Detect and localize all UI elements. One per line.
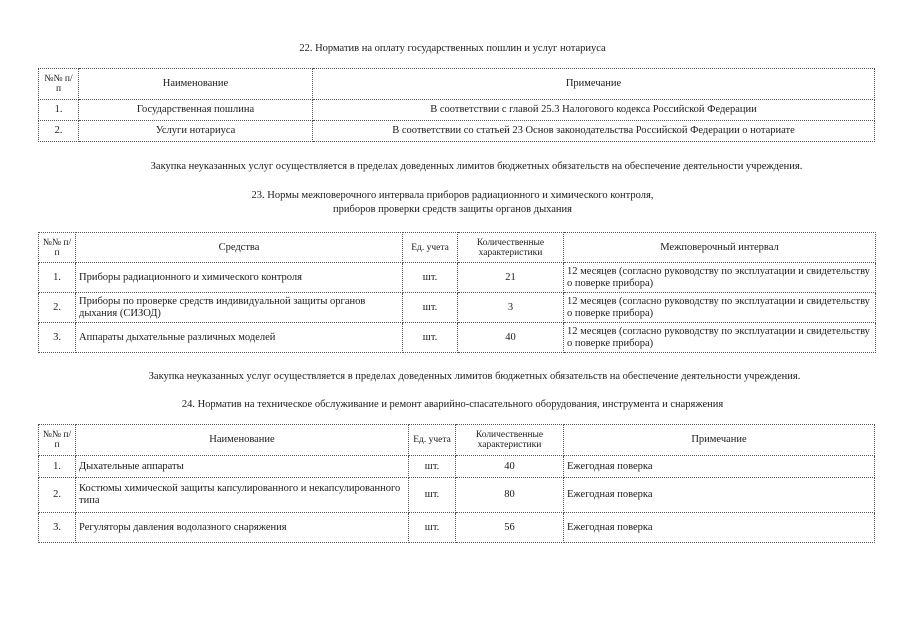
row-number: 1. <box>39 263 76 293</box>
row-note: Ежегодная поверка <box>564 513 875 543</box>
row-name: Государственная пошлина <box>79 100 313 121</box>
row-interval: 12 месяцев (согласно руководству по эксплуатации и свидетельству о поверке прибора) <box>564 323 876 353</box>
section-23-title-line1: 23. Нормы межповерочного интервала приборов радиационного и химического контроля, <box>251 190 654 201</box>
col-means-header: Средства <box>76 233 403 263</box>
row-number: 2. <box>39 293 76 323</box>
row-unit: шт. <box>403 263 458 293</box>
section-23-note: Закупка неуказанных услуг осуществляется в пределах доведенных лимитов бюджетных обязательств на обеспечение деятельности учреждения. <box>148 371 801 382</box>
table-row <box>39 121 875 142</box>
row-quantity: 21 <box>458 263 564 293</box>
table-row <box>39 513 875 543</box>
col-quantity-header: Количественные характеристики <box>458 233 564 263</box>
col-name-header: Наименование <box>79 69 313 100</box>
row-interval: 12 месяцев (согласно руководству по эксплуатации и свидетельству о поверке прибора) <box>564 263 876 293</box>
col-number-header: №№ п/п <box>39 425 76 456</box>
table-header-row <box>39 233 876 263</box>
row-quantity: 3 <box>458 293 564 323</box>
row-number: 3. <box>39 323 76 353</box>
row-name: Услуги нотариуса <box>79 121 313 142</box>
row-number: 3. <box>39 513 76 543</box>
col-number-header: №№ п/п <box>39 69 79 100</box>
row-name: Регуляторы давления водолазного снаряжения <box>76 513 409 543</box>
table-22 <box>38 68 875 142</box>
row-name: Костюмы химической защиты капсулированного и некапсулированного типа <box>76 478 409 513</box>
col-unit-header: Ед. учета <box>403 233 458 263</box>
row-means: Приборы по проверке средств индивидуальной защиты органов дыхания (СИЗОД) <box>76 293 403 323</box>
row-number: 1. <box>39 100 79 121</box>
row-quantity: 40 <box>456 456 564 478</box>
row-number: 2. <box>39 121 79 142</box>
col-note-header: Примечание <box>313 69 875 100</box>
row-unit: шт. <box>403 323 458 353</box>
section-22-note: Закупка неуказанных услуг осуществляется в пределах доведенных лимитов бюджетных обязательств на обеспечение деятельности учреждения. <box>150 161 803 172</box>
row-unit: шт. <box>403 293 458 323</box>
row-note: В соответствии с главой 25.3 Налогового кодекса Российской Федерации <box>313 100 875 121</box>
row-unit: шт. <box>409 513 456 543</box>
table-row <box>39 456 875 478</box>
row-note: В соответствии со статьей 23 Основ законодательства Российской Федерации о нотариате <box>313 121 875 142</box>
row-means: Аппараты дыхательные различных моделей <box>76 323 403 353</box>
row-interval: 12 месяцев (согласно руководству по эксплуатации и свидетельству о поверке прибора) <box>564 293 876 323</box>
row-unit: шт. <box>409 456 456 478</box>
row-name: Дыхательные аппараты <box>76 456 409 478</box>
row-number: 1. <box>39 456 76 478</box>
row-quantity: 40 <box>458 323 564 353</box>
table-row <box>39 478 875 513</box>
section-23-title-line2: приборов проверки средств защиты органов дыхания <box>333 204 572 215</box>
col-quantity-header: Количественные характеристики <box>456 425 564 456</box>
row-note: Ежегодная поверка <box>564 478 875 513</box>
table-row <box>39 263 876 293</box>
col-name-header: Наименование <box>76 425 409 456</box>
table-header-row <box>39 69 875 100</box>
table-row <box>39 293 876 323</box>
row-number: 2. <box>39 478 76 513</box>
col-interval-header: Межповерочный интервал <box>564 233 876 263</box>
col-number-header: №№ п/п <box>39 233 76 263</box>
section-24-title: 24. Норматив на техническое обслуживание и ремонт аварийно-спасательного оборудования, инструмента и снаряжения <box>181 399 724 410</box>
col-unit-header: Ед. учета <box>409 425 456 456</box>
section-22-title: 22. Норматив на оплату государственных пошлин и услуг нотариуса <box>299 43 606 54</box>
table-23 <box>38 232 876 353</box>
col-note-header: Примечание <box>564 425 875 456</box>
table-row <box>39 323 876 353</box>
row-note: Ежегодная поверка <box>564 456 875 478</box>
table-24 <box>38 424 875 543</box>
row-means: Приборы радиационного и химического контроля <box>76 263 403 293</box>
row-quantity: 80 <box>456 478 564 513</box>
table-header-row <box>39 425 875 456</box>
table-row <box>39 100 875 121</box>
row-unit: шт. <box>409 478 456 513</box>
row-quantity: 56 <box>456 513 564 543</box>
